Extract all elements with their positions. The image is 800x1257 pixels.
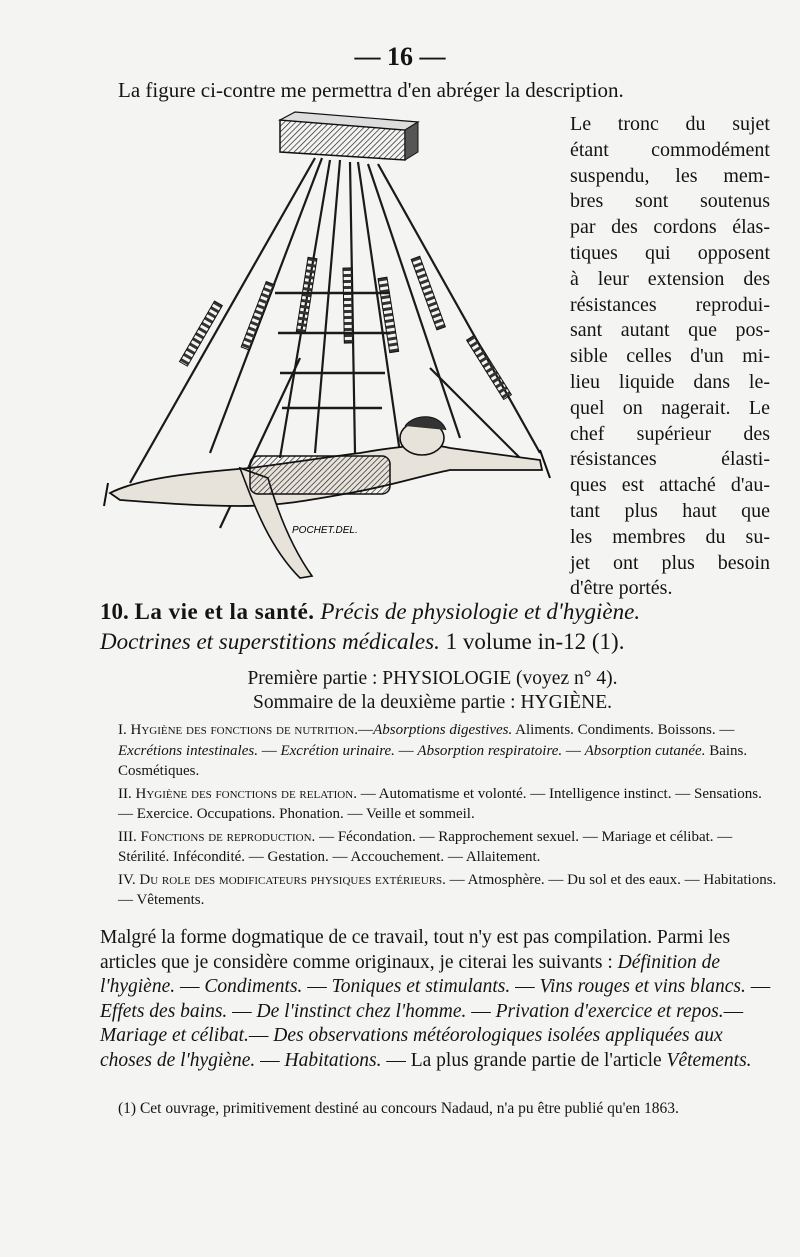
part-one-line: Première partie : PHYSIOLOGIE (voyez n° 4).: [247, 668, 618, 689]
contents-item-text: —: [562, 742, 585, 759]
side-line: tant plus haut que: [570, 499, 770, 522]
side-line: jet ont plus besoin: [570, 551, 770, 574]
side-line: Le tronc du sujet: [570, 113, 770, 135]
overhead-beam: [280, 112, 418, 160]
contents-item-text: Aliments. Condiments. Boissons. —: [512, 722, 735, 738]
body-text-segment: Habitations.: [284, 1049, 382, 1071]
side-line: sant autant que pos-: [570, 319, 770, 342]
contents-item-text: Absorption cutanée.: [584, 742, 706, 759]
body-text-segment: Vêtements.: [666, 1049, 752, 1071]
contents-item-heading: IV. Du role des modificateurs physiques extérieurs.: [118, 871, 446, 888]
body-text-segment: —: [248, 1025, 274, 1046]
body-text-segment: Toniques et stimulants.: [331, 976, 511, 997]
body-text-segment: —: [255, 1049, 285, 1071]
entry-number: 10.: [100, 599, 129, 624]
body-text-segment: Malgré la forme dogmatique de ce travail, tout n'y est pas compilation. Parmi les articles que je considère comme originaux, je citerai les suivants :: [100, 927, 731, 973]
contents-summary: [118, 720, 778, 913]
body-text-segment: —: [723, 1000, 744, 1022]
body-text-segment: De l'instinct chez l'homme.: [256, 1000, 467, 1022]
contents-item-heading: I. Hygiène des fonctions de nutrition.—: [118, 722, 374, 738]
contents-item-text: Absorption respiratoire.: [417, 742, 563, 759]
body-text-segment: Mariage et célibat.: [100, 1025, 249, 1046]
part-two-line: Sommaire de la deuxième partie : HYGIÈNE.: [252, 692, 612, 713]
side-line: ques est attaché d'au-: [570, 474, 770, 497]
side-line: sible celles d'un mi-: [570, 345, 770, 368]
body-text-segment: Condiments.: [204, 976, 303, 997]
body-text-segment: —: [510, 976, 540, 997]
spring-segments: [180, 256, 512, 399]
side-line: quel on nagerait. Le: [570, 396, 770, 419]
body-paragraph-text: [100, 926, 776, 1073]
contents-item-text: — Automatisme et volonté. — Intelligence instinct. — Sensations. — Exercice. Occupations. Phonation. — Veille et sommeil.: [118, 785, 762, 822]
body-text-segment: Vins rouges et vins blancs.: [539, 976, 746, 997]
entry-subtitle-2: Doctrines et superstitions médicales.: [100, 629, 440, 654]
contents-item-text: Bains. Cosmétiques.: [118, 742, 748, 779]
contents-item-text: Absorptions digestives.: [373, 722, 513, 738]
page-number: — 16 —: [354, 42, 446, 71]
side-line: tiques qui opposent: [570, 241, 770, 264]
contents-item: [118, 720, 778, 782]
body-text-segment: Définition de l'hygiène.: [100, 951, 721, 997]
illustrator-signature: POCHET.DEL.: [292, 525, 358, 536]
body-text-segment: Des observations météorologiques isolées appliquées aux choses de l'hygiène.: [100, 1025, 723, 1071]
contents-item-text: Excrétion urinaire.: [280, 742, 395, 759]
contents-item-text: — Atmosphère. — Du sol et des eaux. — Habitations. — Vêtements.: [118, 871, 777, 908]
body-text-segment: Privation d'exercice et repos.: [495, 1000, 724, 1022]
side-column: [570, 112, 770, 602]
side-line: résistances élasti-: [570, 448, 770, 471]
contents-item: [118, 784, 778, 825]
side-line: bres sont soutenus: [570, 190, 770, 213]
body-text-segment: Effets des bains.: [100, 1000, 228, 1022]
contents-item: [118, 870, 778, 911]
contents-item-text: — Fécondation. — Rapprochement sexuel. — Mariage et célibat. — Stérilité. Infécondité. — Gestation. — Accouchement. — Allaitement.: [118, 828, 733, 865]
suspended-swimmer: [104, 417, 550, 578]
side-line: étant commodément: [570, 138, 770, 161]
footnote: [100, 1099, 776, 1119]
side-line: à leur extension des: [570, 267, 770, 290]
body-text-segment: —: [302, 976, 332, 997]
intro-sentence: La figure ci-contre me permettra d'en abréger la description.: [118, 78, 624, 102]
body-paragraph: [100, 926, 776, 1073]
body-text-segment: — La plus grande partie de l'article: [381, 1049, 667, 1071]
entry-volume: 1 volume in-12 (1).: [445, 629, 625, 654]
contents-item: [118, 827, 778, 868]
side-line: les membres du su-: [570, 525, 770, 548]
side-line: chef supérieur des: [570, 422, 770, 445]
body-text-segment: —: [175, 976, 205, 997]
entry-subtitle-1: Précis de physiologie et d'hygiène.: [320, 599, 641, 624]
contents-item-heading: III. Fonctions de reproduction.: [118, 828, 316, 845]
contents-item-text: —: [394, 742, 418, 759]
side-line: résistances reprodui-: [570, 293, 770, 316]
entry-title: La vie et la santé.: [134, 599, 315, 624]
body-text-segment: —: [745, 976, 771, 997]
contents-item-heading: II. Hygiène des fonctions de relation.: [118, 785, 357, 802]
contents-item-text: Excrétions intestinales.: [118, 742, 258, 759]
body-text-segment: —: [466, 1000, 496, 1022]
side-line: d'être portés.: [570, 577, 673, 600]
side-line: suspendu, les mem-: [570, 164, 770, 187]
side-line: par des cordons élas-: [570, 216, 770, 239]
suspension-apparatus-illustration: [100, 108, 560, 588]
body-text-segment: —: [227, 1000, 257, 1022]
contents-item-text: —: [257, 742, 281, 759]
side-line: lieu liquide dans le-: [570, 370, 770, 393]
entry-heading: [100, 597, 765, 657]
footnote-text: (1) Cet ouvrage, primitivement destiné au concours Nadaud, n'a pu être publié qu'en 1863.: [118, 1100, 679, 1117]
